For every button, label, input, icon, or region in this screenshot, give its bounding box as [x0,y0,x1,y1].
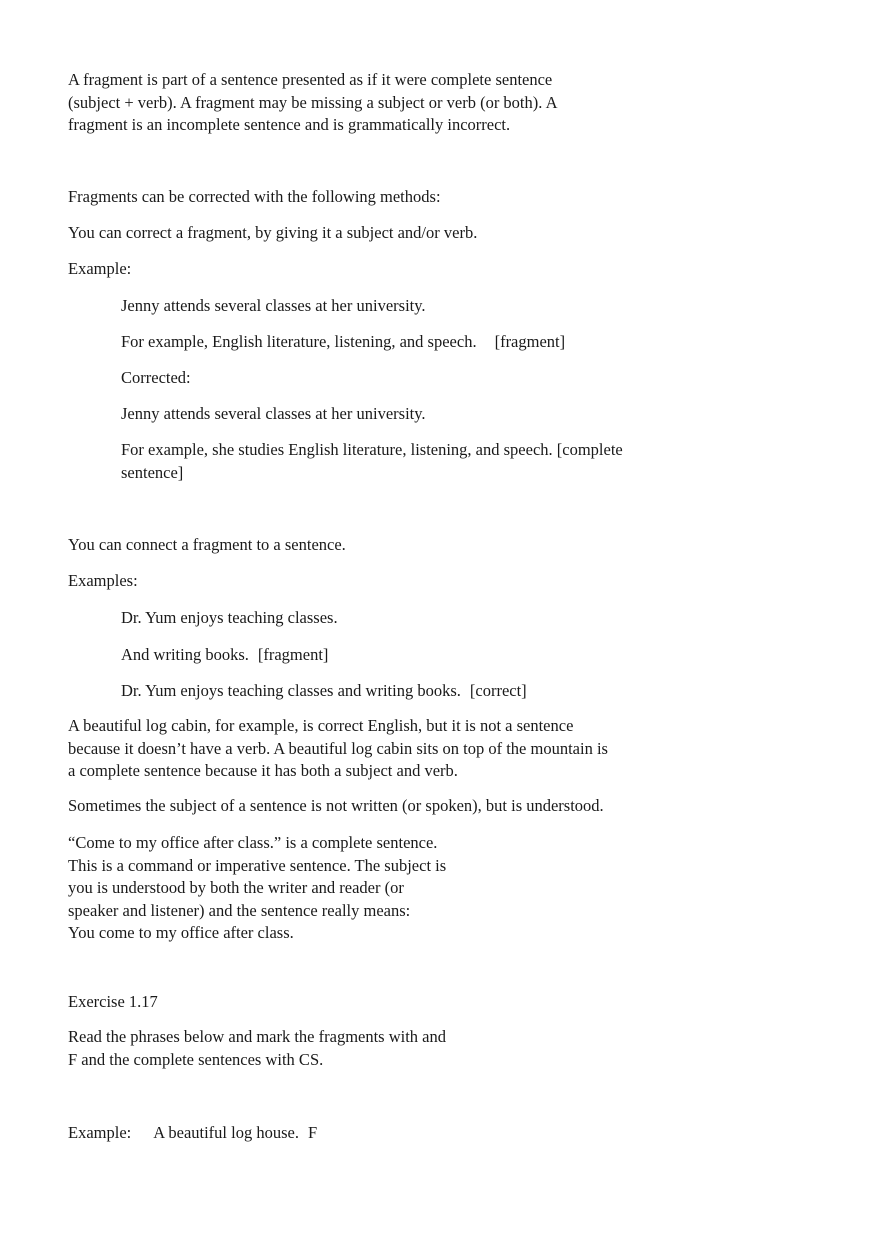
fragment-example [121,644,328,667]
example-sentence: Jenny attends several classes at her university. [121,296,426,315]
method1-text: You can correct a fragment, by giving it a subject and/or verb. [68,223,478,242]
example-sentence: Jenny attends several classes at her university. [121,404,426,423]
methods-heading: Fragments can be corrected with the following methods: [68,187,441,206]
combined-example [121,680,527,703]
example-sentence: Dr. Yum enjoys teaching classes. [121,608,338,627]
command-line: speaker and listener) and the sentence really means: [68,900,411,920]
exercise-example [68,1122,317,1145]
understood-subject-text: Sometimes the subject of a sentence is not written (or spoken), but is understood. [68,796,604,815]
log-cabin-line: a complete sentence because it has both a subject and verb. [68,761,458,780]
combined-text: Dr. Yum enjoys teaching classes and writing books. [121,681,461,700]
intro-line: A fragment is part of a sentence presented as if it were complete sentence [68,70,553,89]
corrected-label: Corrected: [121,368,191,387]
examples-label: Examples: [68,571,138,590]
intro-paragraph [68,69,558,137]
corrected-line: sentence] [121,462,184,482]
command-paragraph [68,832,446,945]
corrected-example [121,439,623,484]
exercise-example-label: Example: [68,1123,132,1142]
intro-line: fragment is an incomplete sentence and is grammatically incorrect. [68,115,511,134]
exercise-example-text: A beautiful log house. [153,1123,299,1142]
command-line: you is understood by both the writer and reader (or [68,878,404,897]
fragment-text: And writing books. [121,645,249,664]
instruction-line: F and the complete sentences with CS. [68,1049,324,1069]
command-line: You come to my office after class. [68,923,294,942]
exercise-title: Exercise 1.17 [68,992,158,1011]
corrected-line: For example, she studies English literature, listening, and speech. [complete [121,440,623,459]
command-line: This is a command or imperative sentence. The subject is [68,855,447,875]
log-cabin-paragraph [68,715,608,783]
log-cabin-line: A beautiful log cabin, for example, is correct English, but it is not a sentence [68,716,574,735]
fragment-example [121,331,565,354]
instruction-line: Read the phrases below and mark the fragments with and [68,1027,447,1046]
exercise-example-answer: F [307,1123,318,1142]
combined-tag: [correct] [469,681,527,700]
example-label: Example: [68,259,132,278]
fragment-tag: [fragment] [494,332,566,351]
intro-line: (subject + verb). A fragment may be missing a subject or verb (or both). A [68,92,558,112]
method2-text: You can connect a fragment to a sentence. [68,535,346,554]
exercise-instructions [68,1026,446,1071]
fragment-text: For example, English literature, listening, and speech. [121,332,477,351]
fragment-tag: [fragment] [257,645,329,664]
log-cabin-line: because it doesn’t have a verb. A beautiful log cabin sits on top of the mountain is [68,738,608,758]
command-line: “Come to my office after class.” is a complete sentence. [68,833,438,852]
